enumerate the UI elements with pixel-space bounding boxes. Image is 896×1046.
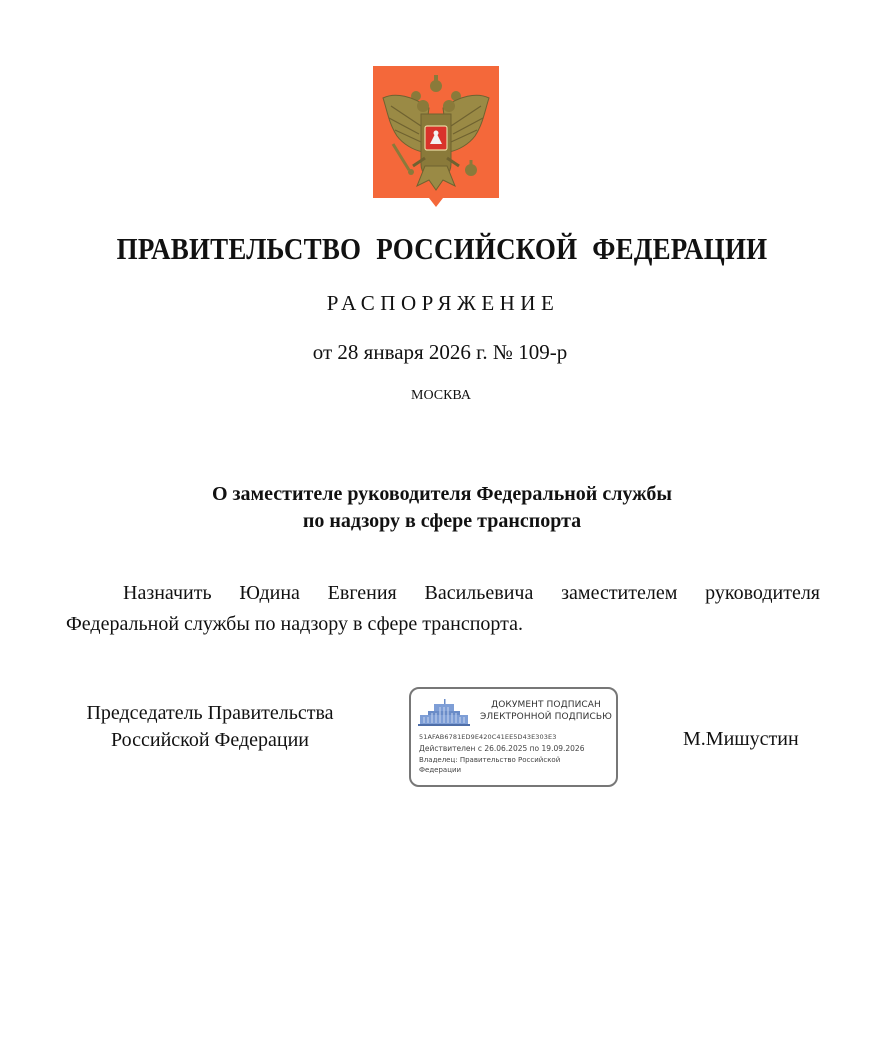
signer-position [55,700,365,754]
government-title: ПРАВИТЕЛЬСТВО РОССИЙСКОЙ ФЕДЕРАЦИИ [116,232,768,266]
certificate-validity: Действителен с 26.06.2025 по 19.09.2026 [419,744,585,753]
stamp-heading-line-2: ЭЛЕКТРОННОЙ ПОДПИСЬЮ [480,712,612,722]
electronic-signature-stamp [409,687,618,787]
document-subject [0,481,884,535]
stamp-heading [477,699,615,723]
subject-line-1: О заместителе руководителя Федеральной службы [211,483,673,505]
certificate-owner-line-2: Федерации [419,766,462,774]
signer-position-line-2: Российской Федерации [110,729,310,751]
document-date-number: от 28 января 2026 г. № 109-р [312,340,568,364]
certificate-owner-line-1: Владелец: Правительство Российской [419,756,561,764]
certificate-serial: 51AFAB6781ED9E420C41EE5D43E303E3 [419,733,557,741]
stamp-heading-line-1: ДОКУМЕНТ ПОДПИСАН [491,700,601,710]
document-body-paragraph: Назначить Юдина Евгения Васильевича заместителем руководителя Федеральной службы по надзору в сфере транспорта. [66,582,820,635]
signer-name: М.Мишустин [683,728,799,750]
signer-position-line-1: Председатель Правительства [86,702,334,724]
government-building-icon [418,699,470,727]
coat-of-arms-icon [373,66,499,208]
document-type: РАСПОРЯЖЕНИЕ [326,291,560,315]
subject-line-2: по надзору в сфере транспорта [302,510,582,532]
certificate-owner [419,755,609,775]
document-city: МОСКВА [411,388,471,403]
